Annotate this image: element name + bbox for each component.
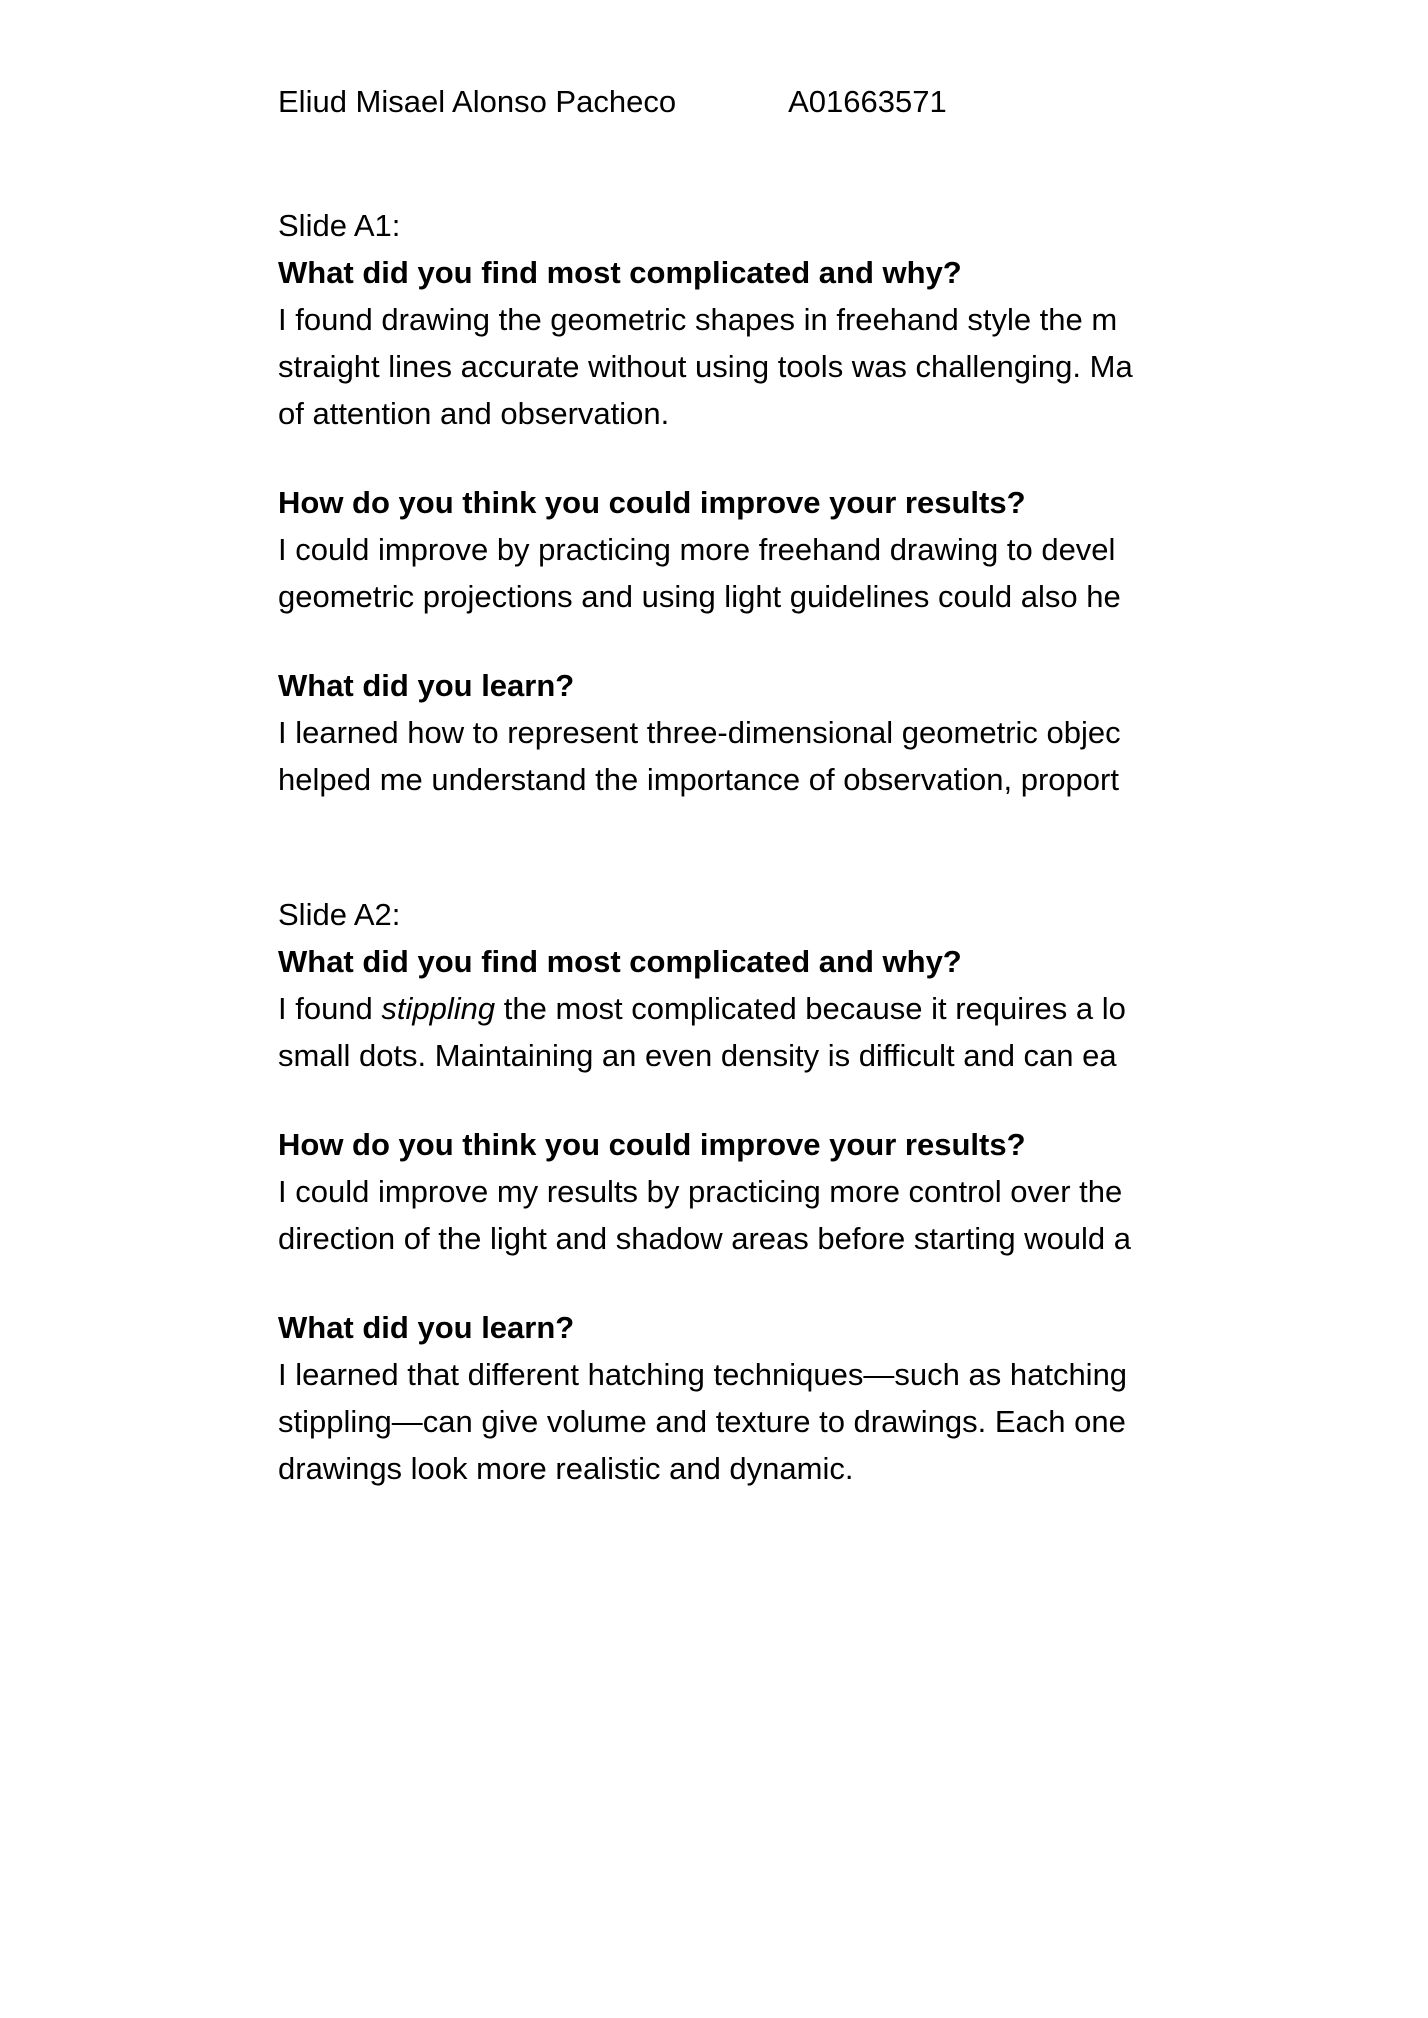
section-slide-a1 [278, 202, 1338, 803]
answer-complicated-a1 [278, 296, 1428, 437]
slide-label-a2: Slide A2: [278, 897, 401, 932]
slide-label-a1: Slide A1: [278, 208, 401, 243]
answer-line: I could improve my results by practicing more control over the [278, 1174, 1123, 1209]
paragraph-spacer [278, 620, 1338, 662]
section-slide-a2 [278, 891, 1338, 1492]
answer-line: helped me understand the importance of observation, proport [278, 762, 1119, 797]
answer-line: stippling—can give volume and texture to drawings. Each one [278, 1404, 1126, 1439]
paragraph-spacer [278, 1079, 1338, 1121]
answer-improve-a1 [278, 526, 1428, 620]
answer-line: I found drawing the geometric shapes in freehand style the m [278, 302, 1118, 337]
answer-learn-a1 [278, 709, 1428, 803]
answer-line: drawings look more realistic and dynamic. [278, 1451, 854, 1486]
question-heading-complicated-a1: What did you find most complicated and why? [278, 255, 962, 290]
answer-improve-a2 [278, 1168, 1428, 1262]
answer-complicated-a2 [278, 985, 1428, 1079]
italic-term-stippling: stippling [381, 991, 496, 1026]
answer-line: geometric projections and using light guidelines could also he [278, 579, 1121, 614]
student-name: Eliud Misael Alonso Pacheco [278, 84, 677, 119]
paragraph-spacer [278, 437, 1338, 479]
question-heading-learn-a1: What did you learn? [278, 668, 575, 703]
answer-text-before-italic: I found [278, 991, 382, 1026]
answer-line: direction of the light and shadow areas before starting would a [278, 1221, 1132, 1256]
answer-line: I could improve by practicing more freehand drawing to devel [278, 532, 1116, 567]
answer-line: of attention and observation. [278, 396, 670, 431]
answer-line: I learned how to represent three-dimensional geometric objec [278, 715, 1121, 750]
answer-text-after-italic: the most complicated because it requires a lo [495, 991, 1126, 1026]
question-heading-complicated-a2: What did you find most complicated and why? [278, 944, 962, 979]
document-body [278, 80, 1338, 1492]
answer-learn-a2 [278, 1351, 1428, 1492]
answer-line: small dots. Maintaining an even density is difficult and can ea [278, 1038, 1117, 1073]
paragraph-spacer [278, 1262, 1338, 1304]
answer-line: I learned that different hatching techniques—such as hatching [278, 1357, 1128, 1392]
student-id: A01663571 [788, 84, 947, 119]
question-heading-learn-a2: What did you learn? [278, 1310, 575, 1345]
answer-line: straight lines accurate without using tools was challenging. Ma [278, 349, 1133, 384]
answer-line-italic [278, 985, 1428, 1032]
question-heading-improve-a2: How do you think you could improve your results? [278, 1127, 1026, 1162]
document-header [278, 80, 1338, 124]
question-heading-improve-a1: How do you think you could improve your results? [278, 485, 1026, 520]
